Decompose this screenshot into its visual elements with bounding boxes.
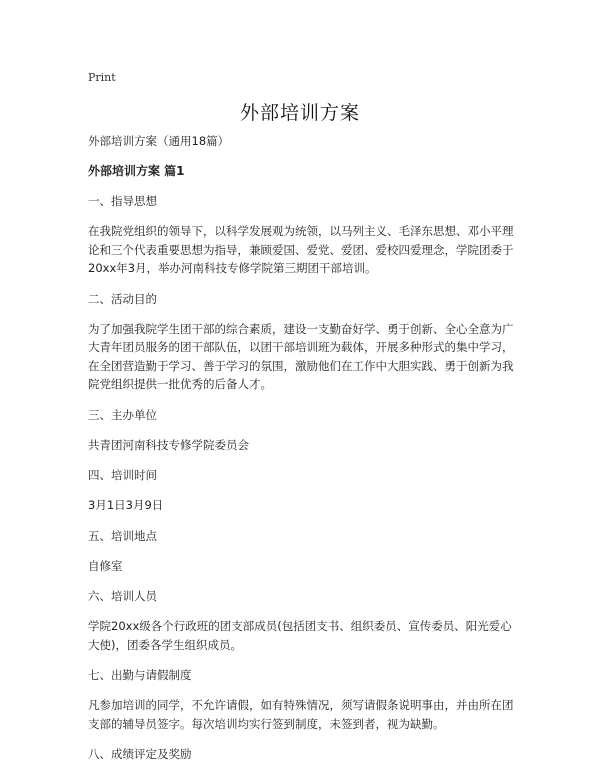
print-link[interactable]: Print	[88, 71, 116, 84]
section-body-purpose: 为了加强我院学生团干部的综合素质，建设一支勤奋好学、勇于创新、全心全意为广大青年团员服务的团干部队伍，以团干部培训班为载体，开展多种形式的集中学习，在全团营造勤于学习、善于学习的氛围，激励他们在工作中大胆实践、勇于创新为我院党组织提供一批优秀的后备人才。	[88, 321, 514, 391]
document-body	[88, 132, 516, 775]
section-body-trainees: 学院20xx级各个行政班的团支部成员(包括团支书、组织委员、宣传委员、阳光爱心大使)，团委各学生组织成员。	[88, 619, 512, 652]
section-heading-organizer: 三、主办单位	[88, 407, 157, 422]
section-heading-purpose: 二、活动目的	[88, 291, 157, 306]
document-subtitle: 外部培训方案（通用18篇）	[88, 134, 230, 148]
section-heading-attendance: 七、出勤与请假制度	[88, 668, 192, 682]
section-body-time: 3月1日3月9日	[88, 498, 164, 512]
section-body-guiding-thought: 在我院党组织的领导下，以科学发展观为统领，以马列主义、毛泽东思想、邓小平理论和三个代表重要思想为指导，兼顾爱国、爱党、爱团、爱校四爱理念，学院团委于20xx年3月，举办河南科技专修学院第三期团干部培训。	[88, 224, 514, 275]
section-heading-time: 四、培训时间	[88, 468, 157, 482]
article-title: 外部培训方案 篇1	[88, 164, 185, 178]
page-title: 外部培训方案	[239, 102, 360, 124]
section-heading-evaluation: 八、成绩评定及奖励	[88, 747, 192, 761]
section-heading-trainees: 六、培训人员	[88, 589, 157, 603]
section-body-attendance: 凡参加培训的同学，不允许请假，如有特殊情况，须写请假条说明事由，并由所在团支部的辅导员签字。每次培训均实行签到制度，未签到者，视为缺勤。	[88, 698, 514, 731]
section-heading-guiding-thought: 一、指导思想	[88, 194, 157, 208]
section-heading-location: 五、培训地点	[88, 528, 157, 543]
section-body-organizer: 共青团河南科技专修学院委员会	[88, 437, 249, 452]
section-body-location: 自修室	[88, 558, 123, 573]
